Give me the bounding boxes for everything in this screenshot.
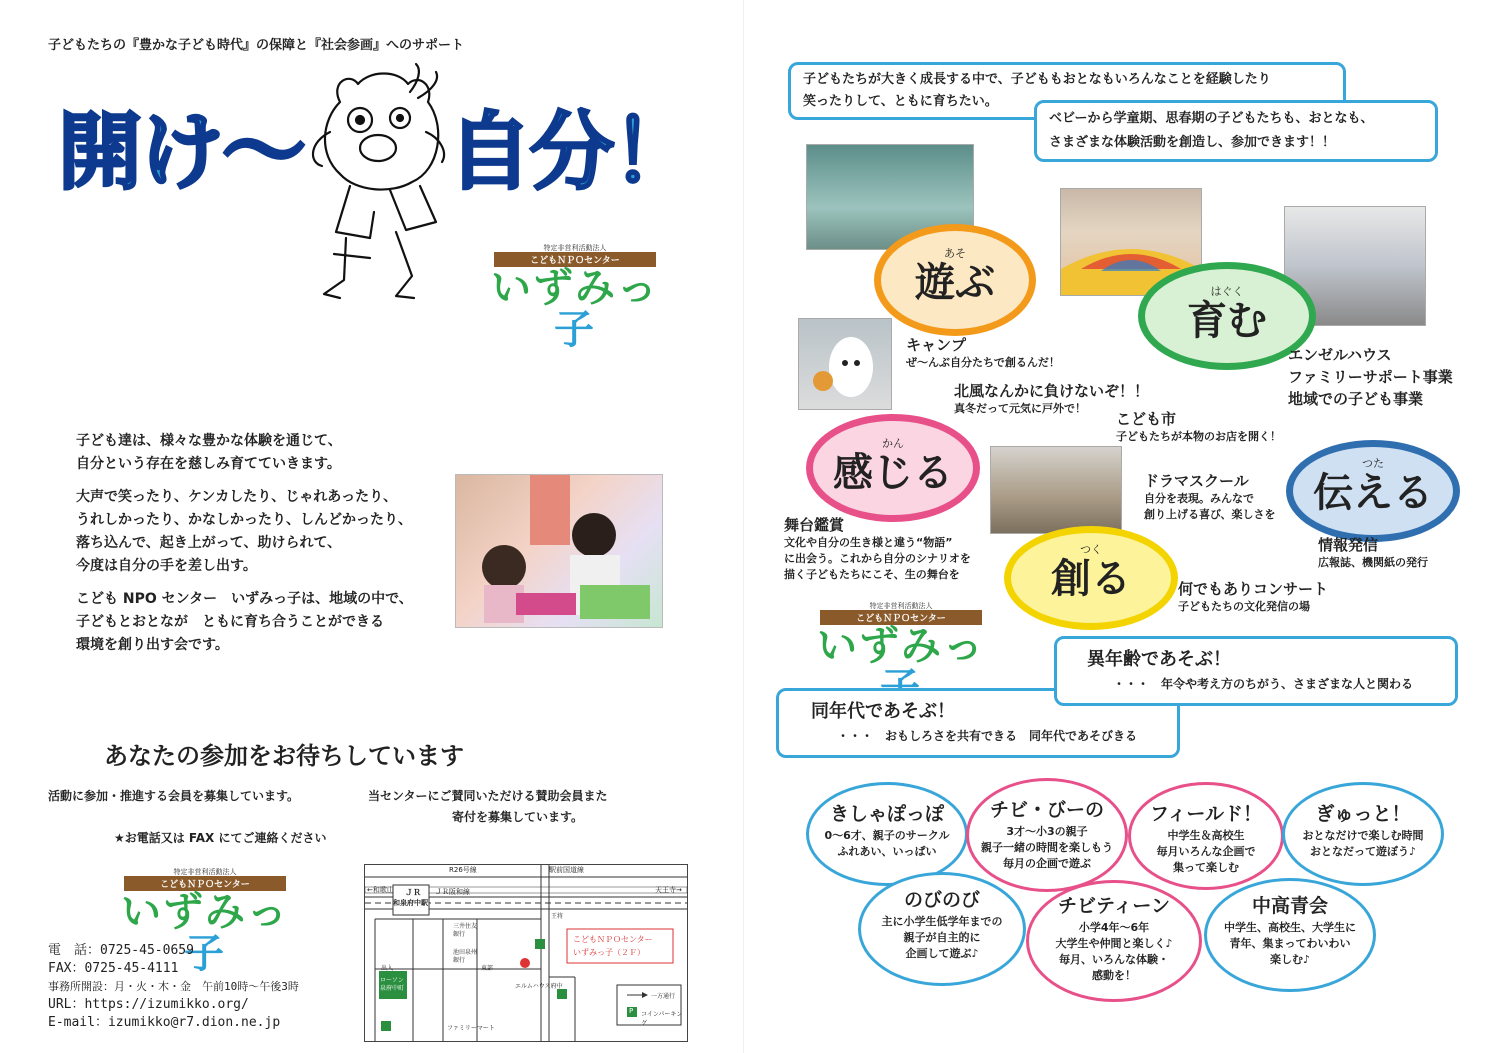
oval-create-ruby: つく (1080, 543, 1102, 556)
intro-paragraph-2: 大声で笑ったり、ケンカしたり、じゃれあったり、 うれしかったり、かなしかったり、しんどかったり、 落ち込んで、起き上がって、助けられて、 今度は自分の手を差し出す。 (76, 489, 412, 574)
map-bank-1: 三井住友 銀行 (453, 923, 478, 938)
contact-email[interactable]: E-mail：izumikko@r7.dion.ne.jp (48, 1015, 281, 1030)
title-open: 開け〜 (58, 103, 305, 201)
caption-stage: 舞台鑑賞 文化や自分の生き様と違う“物語” に出会う。これから自分のシナリオを 描く子どもたちにこそ、生の舞台を (784, 516, 971, 581)
same-age-text: ・・・ おもしろさを共有できる 同年代であそびきる (837, 729, 1138, 743)
map-tenno: 天王寺→ (655, 886, 682, 894)
circle-kishapoppo: きしゃぽっぽ 0〜6才、親子のサークル ふれあい、いっぱい (806, 782, 968, 886)
map-legend-parking: コインパーキング (641, 1011, 683, 1027)
oval-feel-ruby: かん (882, 437, 904, 450)
oval-play-word: 遊ぶ (915, 260, 995, 306)
logo-text: いずみっ (491, 265, 659, 312)
message-box-1: 子どもたちが大きく成長する中で、子どももおとなもいろんなことを経験したり 笑ったりして、ともに育ちたい。 (788, 62, 1346, 120)
logo-sub: 特定非営利活動法人 (869, 602, 933, 610)
circle-chibiteen: チビティーン 小学4年〜6年 大学生や仲間と楽しく♪ 毎月、いろんな体験・ 感動を！ (1026, 880, 1202, 1002)
caption-angel-house: エンゼルハウス ファミリーサポート事業 地域での子ども事業 (1288, 346, 1453, 408)
map-elm-house: エルムハウス府中 (515, 983, 563, 990)
contact-info (48, 942, 299, 1032)
intro-paragraph-3: こども NPO センター いずみっ子は、地域の中で、 子どもとおとなが ともに育ち合うことができる 環境を創り出す会です。 (76, 591, 413, 653)
oval-feel-word: 感じる (833, 450, 953, 496)
logo-bar: こどもＮＰＯセンター (124, 876, 286, 891)
caption-info: 情報発信 広報誌、機関紙の発行 (1318, 536, 1428, 569)
contact-phone: 電 話：0725-45-0659 (48, 943, 194, 958)
contact-fax: FAX：0725-45-4111 (48, 961, 179, 976)
map-jr: ＪＲ (405, 888, 421, 897)
map-callout: こどもＮＰＯセンター いずみっ子（２Ｆ） (573, 935, 653, 957)
map-lawson: ローソン 泉府中町 (380, 977, 405, 992)
contact-note: ★お電話又は FAX にてご連絡ください (114, 831, 327, 845)
oval-create (1004, 526, 1178, 630)
oval-create-word: 創る (1051, 556, 1131, 602)
caption-drama: ドラマスクール 自分を表現。みんなで 創り上げる喜び、楽しさを (1144, 472, 1276, 521)
circle-chukoseikai: 中高青会 中学生、高校生、大学生に 青年、集まってわいわい 楽しむ♪ (1204, 878, 1376, 992)
caption-camp: キャンプ ぜ〜んぶ自分たちで創るんだ！ (906, 336, 1060, 369)
oval-play (874, 224, 1036, 336)
mixed-age-title: 異年齢であそぶ！ (1087, 649, 1231, 670)
caption-kids-market: こども市 子どもたちが本物のお店を開く！ (1116, 410, 1281, 443)
circle-chibi-bino: チビ・びーの 3才〜小3の親子 親子一緒の時間を楽しもう 毎月の企画で遊ぶ (966, 778, 1128, 892)
oval-feel (806, 414, 980, 522)
map-wakayama: ←和歌山 (367, 886, 394, 894)
map-r26: R26号線 (449, 866, 477, 874)
map-bank-2: 池田泉州 銀行 (453, 949, 478, 964)
map-jr-line: ＪＲ阪和線 (435, 888, 470, 896)
logo-text: いずみっ (121, 889, 289, 936)
caption-concert: 何でもありコンサート 子どもたちの文化発信の場 (1178, 580, 1329, 613)
oval-play-ruby: あそ (944, 247, 966, 260)
logo-top (480, 244, 670, 354)
logo-sub: 特定非営利活動法人 (173, 868, 237, 876)
logo-sub: 特定非営利活動法人 (543, 244, 607, 252)
oval-convey-ruby: つた (1362, 457, 1384, 470)
mascot-illustration (300, 62, 450, 312)
map-parking-mark: P (629, 1007, 634, 1015)
logo-kanji: 子 (184, 931, 226, 978)
circle-nobinobi: のびのび 主に小学生低学年までの 親子が自主的に 企画して遊ぶ♪ (858, 872, 1026, 986)
oval-nurture-ruby: はぐく (1210, 285, 1244, 298)
tagline: 子どもたちの『豊かな子ども時代』の保障と『社会参画』へのサポート (48, 38, 465, 53)
box-mixed-age (1054, 636, 1458, 706)
recruit-support-1: 当センターにご賛同いただける賛助会員また (368, 789, 608, 803)
logo-bar: こどもＮＰＯセンター (820, 610, 982, 625)
mixed-age-text: ・・・ 年令や考え方のちがう、さまざまな人と関わる (1113, 677, 1414, 691)
access-map (364, 864, 688, 1042)
logo-kanji: 子 (554, 307, 596, 354)
map-legend-oneway: 一方通行 (651, 993, 676, 1000)
caption-winter: 北風なんかに負けないぞ！！ 真冬だって元気に戸外で！ (954, 382, 1150, 415)
oval-convey-word: 伝える (1313, 470, 1433, 516)
circle-gyutto: ぎゅっと！ おとなだけで楽しむ時間 おとなだって遊ぼう♪ (1282, 782, 1444, 886)
intro-text (76, 430, 446, 667)
map-station-road: 駅前国道線 (549, 866, 584, 874)
logo-bar: こどもＮＰＯセンター (494, 252, 656, 267)
oval-convey (1286, 440, 1460, 542)
intro-paragraph-1: 子ども達は、様々な豊かな体験を通じて、 自分という存在を慈しみ育てていきます。 (76, 433, 342, 472)
map-station: 和泉府中駅 (393, 899, 428, 907)
title-self: 自分！ (448, 103, 695, 201)
map-entrance: 出入 (381, 965, 394, 972)
wait-title: あなたの参加をお待ちしています (104, 742, 464, 770)
contact-hours: 事務所開設：月・火・木・金 午前10時〜午後3時 (48, 980, 299, 993)
map-ohsho: 王将 (551, 913, 564, 920)
map-tobu: 東部 (481, 965, 494, 972)
photo-kids-market (990, 446, 1122, 534)
map-familymart: ファミリーマート (447, 1025, 495, 1032)
recruit-members: 活動に参加・推進する会員を募集しています。 (48, 789, 300, 803)
message-box-2: ベビーから学童期、思春期の子どもたちも、おとなも、 さまざまな体験活動を創造し、参加できます！！ (1034, 100, 1438, 162)
page-fold (743, 0, 744, 1053)
contact-url[interactable]: URL：https://izumikko.org/ (48, 997, 249, 1012)
circle-field: フィールド！ 中学生＆高校生 毎月いろんな企画で 集って楽しむ (1128, 782, 1284, 890)
photo-costume (798, 318, 892, 410)
oval-nurture-word: 育む (1187, 298, 1267, 344)
logo-text: いずみっ (817, 623, 985, 670)
recruit-support-2: 寄付を募集しています。 (452, 810, 584, 824)
photo-children-craft (455, 474, 663, 628)
same-age-title: 同年代であそぶ！ (811, 701, 955, 722)
